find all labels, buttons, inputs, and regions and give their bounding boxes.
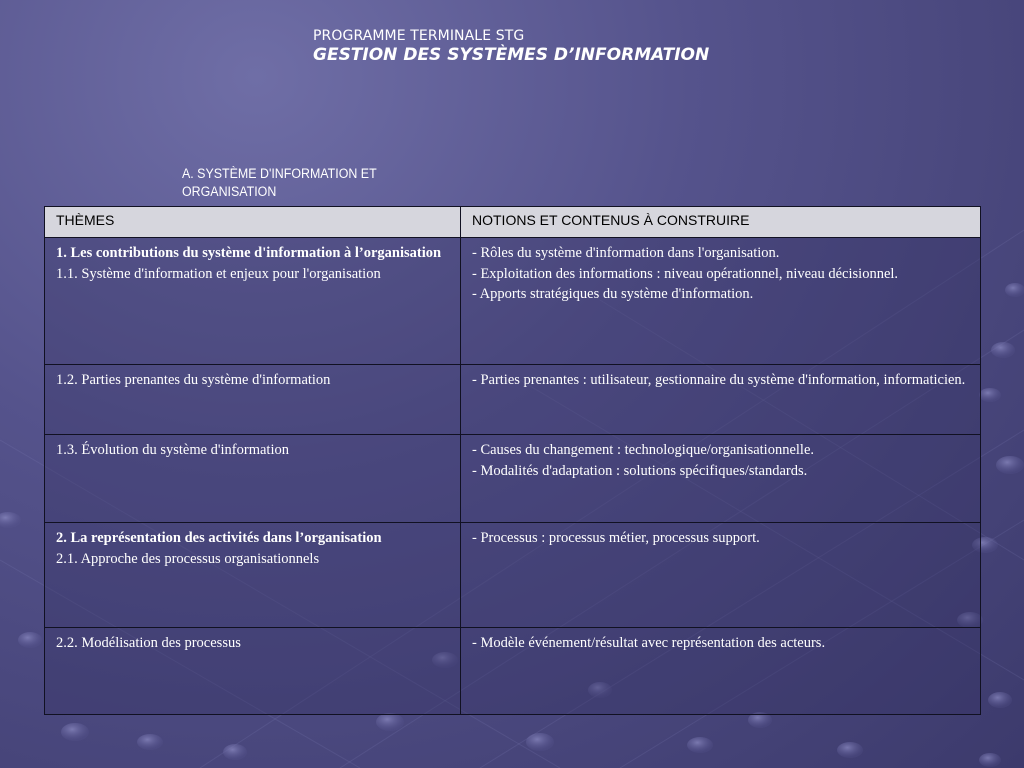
page-heading bbox=[313, 28, 709, 65]
notions-cell bbox=[461, 523, 981, 628]
theme-cell bbox=[45, 238, 461, 365]
table-header-row bbox=[45, 207, 981, 238]
notion-item: - Exploitation des informations : niveau opérationnel, niveau décisionnel. bbox=[472, 265, 899, 282]
notions-cell bbox=[461, 435, 981, 523]
notions-cell bbox=[461, 365, 981, 435]
theme-text: 2.1. Approche des processus organisationnels bbox=[56, 550, 320, 567]
notion-item: - Parties prenantes : utilisateur, gestionnaire du système d'information, informaticien. bbox=[472, 372, 966, 388]
theme-text: 1.2. Parties prenantes du système d'information bbox=[56, 372, 331, 388]
notions-cell bbox=[461, 628, 981, 715]
theme-heading: 2. La représentation des activités dans l’organisation bbox=[56, 530, 382, 546]
program-title: PROGRAMME TERMINALE STG bbox=[313, 28, 525, 44]
main-title: GESTION DES SYSTÈMES D’INFORMATION bbox=[313, 45, 710, 65]
notion-item: - Modalités d'adaptation : solutions spécifiques/standards. bbox=[472, 462, 808, 479]
theme-cell bbox=[45, 435, 461, 523]
notion-item: - Modèle événement/résultat avec représentation des acteurs. bbox=[472, 635, 826, 651]
theme-text: 1.1. Système d'information et enjeux pour l'organisation bbox=[56, 265, 381, 282]
notion-item: - Rôles du système d'information dans l'organisation. bbox=[472, 245, 780, 261]
theme-cell bbox=[45, 365, 461, 435]
table-row bbox=[45, 238, 981, 365]
theme-heading: 1. Les contributions du système d'information à l’organisation bbox=[56, 245, 442, 261]
notion-item: - Causes du changement : technologique/organisationnelle. bbox=[472, 442, 815, 458]
program-table-wrapper bbox=[44, 206, 981, 715]
section-title-line1: A. SYSTÈME D'INFORMATION ET bbox=[182, 166, 377, 181]
theme-text: 1.3. Évolution du système d'information bbox=[56, 442, 289, 458]
header-notions: NOTIONS ET CONTENUS À CONSTRUIRE bbox=[461, 207, 981, 238]
theme-cell bbox=[45, 628, 461, 715]
notion-item: - Processus : processus métier, processus support. bbox=[472, 530, 760, 546]
notions-cell bbox=[461, 238, 981, 365]
theme-text: 2.2. Modélisation des processus bbox=[56, 635, 241, 651]
table-row bbox=[45, 365, 981, 435]
notion-item: - Apports stratégiques du système d'information. bbox=[472, 286, 754, 302]
theme-cell bbox=[45, 523, 461, 628]
table-row bbox=[45, 523, 981, 628]
section-title bbox=[182, 165, 403, 201]
table-row bbox=[45, 628, 981, 715]
table-row bbox=[45, 435, 981, 523]
header-themes: THÈMES bbox=[45, 207, 461, 238]
section-title-line2: ORGANISATION bbox=[182, 184, 277, 199]
program-table bbox=[44, 206, 981, 715]
